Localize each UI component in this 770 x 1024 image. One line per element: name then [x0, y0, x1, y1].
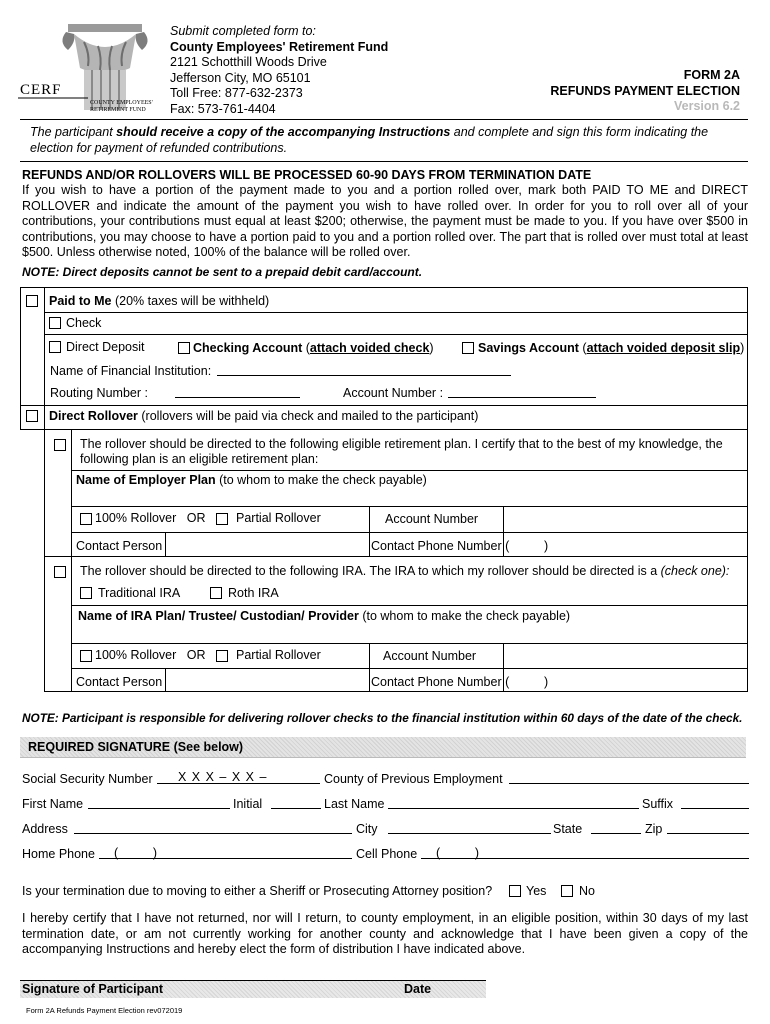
processing-body: If you wish to have a portion of the payment made to you and a portion rolled over, mark both PAID TO ME and DIRECT ROLLOVER and indicate the amount of the payment you wish to have rolled over. In order for you to roll over all of your contributions, your contributions must equal at least $200; otherwise, the payment must be made to you. If you have over $500 in contributions, you may choose to have a portion paid to you and a portion rolled over. The part that is rolled over must total at least $500. Unless otherwise noted, 100% of the balance will be rolled over. — [22, 183, 748, 260]
paid-to-me-label: Paid to Me (20% taxes will be withheld) — [49, 294, 270, 308]
ira-plan-label: Name of IRA Plan/ Trustee/ Custodian/ Provider (to whom to make the check payable) — [78, 609, 571, 623]
roth-ira-checkbox[interactable] — [210, 587, 222, 599]
direct-rollover-checkbox[interactable] — [26, 410, 38, 422]
address-field[interactable] — [74, 821, 352, 834]
direct-deposit-checkbox[interactable] — [49, 341, 61, 353]
financial-institution-label: Name of Financial Institution: — [50, 364, 212, 378]
plan-100-rollover-label: 100% Rollover OR — [95, 511, 206, 525]
termination-yes-label: Yes — [526, 884, 547, 898]
initial-label: Initial — [233, 797, 263, 811]
row-line — [44, 334, 748, 335]
plan-partial-rollover-label: Partial Rollover — [236, 511, 321, 525]
plan-checkbox-divider — [71, 430, 72, 557]
ira-partial-rollover-label: Partial Rollover — [236, 648, 321, 662]
savings-account-label: Savings Account (attach voided deposit slip) — [478, 341, 745, 355]
paid-to-me-checkbox[interactable] — [26, 295, 38, 307]
ira-contact-phone-label: Contact Phone Number ( ) — [371, 675, 549, 689]
rollover-delivery-note: NOTE: Participant is responsible for delivering rollover checks to the financial institution within 60 days of the date of the check. — [22, 711, 743, 725]
header-divider — [20, 119, 748, 120]
logo-subtext-1: COUNTY EMPLOYEES' — [90, 100, 153, 106]
eligible-plan-text: The rollover should be directed to the following eligible retirement plan. I certify that to the best of my knowledge, the following plan is an eligible retirement plan: — [80, 437, 723, 466]
processing-heading: REFUNDS AND/OR ROLLOVERS WILL BE PROCESSED 60-90 DAYS FROM TERMINATION DATE — [22, 168, 592, 182]
first-name-label: First Name — [22, 797, 84, 811]
checking-account-label: Checking Account (attach voided check) — [193, 341, 434, 355]
suffix-label: Suffix — [642, 797, 674, 811]
traditional-ira-checkbox[interactable] — [80, 587, 92, 599]
home-phone-label: Home Phone — [22, 847, 95, 861]
check-label: Check — [66, 316, 102, 330]
ira-text: The rollover should be directed to the following IRA. The IRA to which my rollover should be directed is a (check one): — [80, 564, 730, 578]
row-line — [71, 470, 748, 471]
eligible-plan-checkbox[interactable] — [54, 439, 66, 451]
row-line — [44, 312, 748, 313]
ira-checkbox-divider — [71, 557, 72, 692]
row-line — [71, 643, 748, 644]
logo-text: CERF — [20, 82, 62, 98]
ira-checkbox[interactable] — [54, 566, 66, 578]
signature-heading: REQUIRED SIGNATURE (See below) — [28, 740, 244, 754]
traditional-ira-label: Traditional IRA — [98, 586, 181, 600]
ssn-value: X X X – X X – — [178, 770, 268, 784]
row-line — [71, 532, 748, 533]
intro-divider — [20, 161, 748, 162]
intro-text: The participant should receive a copy of the accompanying Instructions and complete and sign this form indicating the election for payment of refunded contributions. — [30, 125, 709, 155]
address-label: Address — [22, 822, 68, 836]
cell-divider — [503, 532, 504, 557]
plan-contact-person-label: Contact Person — [76, 539, 163, 553]
financial-institution-field[interactable] — [217, 363, 511, 376]
address-line-1: 2121 Schotthill Woods Drive — [170, 55, 327, 69]
account-number-label: Account Number : — [343, 386, 444, 400]
suffix-field[interactable] — [681, 796, 749, 809]
checking-account-checkbox[interactable] — [178, 342, 190, 354]
cell-divider — [503, 506, 504, 532]
row-line — [71, 506, 748, 507]
zip-field[interactable] — [667, 821, 749, 834]
termination-question: Is your termination due to moving to either a Sheriff or Prosecuting Attorney position? — [22, 884, 493, 898]
county-label: County of Previous Employment — [324, 772, 503, 786]
toll-free: Toll Free: 877-632-2373 — [170, 86, 303, 100]
zip-label: Zip — [645, 822, 663, 836]
routing-number-label: Routing Number : — [50, 386, 148, 400]
plan-account-number-label: Account Number — [385, 512, 479, 526]
ira-100-rollover-checkbox[interactable] — [80, 650, 92, 662]
cell-divider — [165, 532, 166, 557]
submit-address-block — [170, 24, 388, 117]
row-line — [71, 605, 748, 606]
fax: Fax: 573-761-4404 — [170, 101, 276, 116]
employer-plan-label: Name of Employer Plan (to whom to make the check payable) — [76, 473, 427, 487]
row-line — [71, 668, 748, 669]
ira-account-number-label: Account Number — [383, 649, 477, 663]
cell-phone-parens: ( ) — [436, 846, 480, 860]
form-title: REFUNDS PAYMENT ELECTION — [550, 83, 740, 98]
plan-100-rollover-checkbox[interactable] — [80, 513, 92, 525]
signature-label: Signature of Participant — [22, 982, 163, 996]
ira-contact-person-label: Contact Person — [76, 675, 163, 689]
ira-partial-rollover-checkbox[interactable] — [216, 650, 228, 662]
logo-subtext-2: RETIREMENT FUND — [90, 107, 146, 113]
city-label: City — [356, 822, 378, 836]
termination-no-checkbox[interactable] — [561, 885, 573, 897]
termination-no-label: No — [579, 884, 595, 898]
form-version: Version 6.2 — [673, 99, 740, 113]
county-field[interactable] — [509, 771, 749, 784]
plan-partial-rollover-checkbox[interactable] — [216, 513, 228, 525]
ira-100-rollover-label: 100% Rollover OR — [95, 648, 206, 662]
plan-contact-phone-label: Contact Phone Number ( ) — [371, 539, 549, 553]
home-phone-parens: ( ) — [114, 846, 158, 860]
direct-deposit-label: Direct Deposit — [66, 340, 145, 354]
state-field[interactable] — [591, 821, 641, 834]
savings-account-checkbox[interactable] — [462, 342, 474, 354]
check-checkbox[interactable] — [49, 317, 61, 329]
certification-text: I hereby certify that I have not returned, nor will I return, to county employment, in an eligible position, within 30 days of my last termination date, or am not currently working for another county and acknowledge that I have been given a copy of the accompanying Instructions and hereby elect the form of distribution I have indicated above. — [22, 911, 748, 956]
footer-text: Form 2A Refunds Payment Election rev072019 — [26, 1006, 183, 1015]
date-label: Date — [404, 982, 432, 996]
org-name: County Employees' Retirement Fund — [170, 39, 389, 54]
roth-ira-label: Roth IRA — [228, 586, 279, 600]
direct-rollover-label: Direct Rollover (rollovers will be paid via check and mailed to the participant) — [49, 409, 479, 423]
routing-number-field[interactable] — [175, 385, 300, 398]
first-name-field[interactable] — [88, 796, 230, 809]
termination-yes-checkbox[interactable] — [509, 885, 521, 897]
last-name-label: Last Name — [324, 797, 385, 811]
initial-field[interactable] — [271, 796, 321, 809]
state-label: State — [553, 822, 583, 836]
form-id-block — [550, 68, 740, 115]
last-name-field[interactable] — [388, 796, 639, 809]
city-field[interactable] — [388, 821, 551, 834]
account-number-field[interactable] — [448, 385, 596, 398]
address-line-2: Jefferson City, MO 65101 — [170, 70, 311, 85]
form-id: FORM 2A — [683, 68, 740, 82]
ssn-label: Social Security Number — [22, 772, 153, 786]
cell-divider — [165, 668, 166, 692]
direct-deposit-note: NOTE: Direct deposits cannot be sent to a prepaid debit card/account. — [22, 265, 423, 279]
cerf-logo — [18, 20, 166, 120]
submit-to: Submit completed form to: — [170, 24, 316, 38]
cell-phone-label: Cell Phone — [356, 847, 418, 861]
